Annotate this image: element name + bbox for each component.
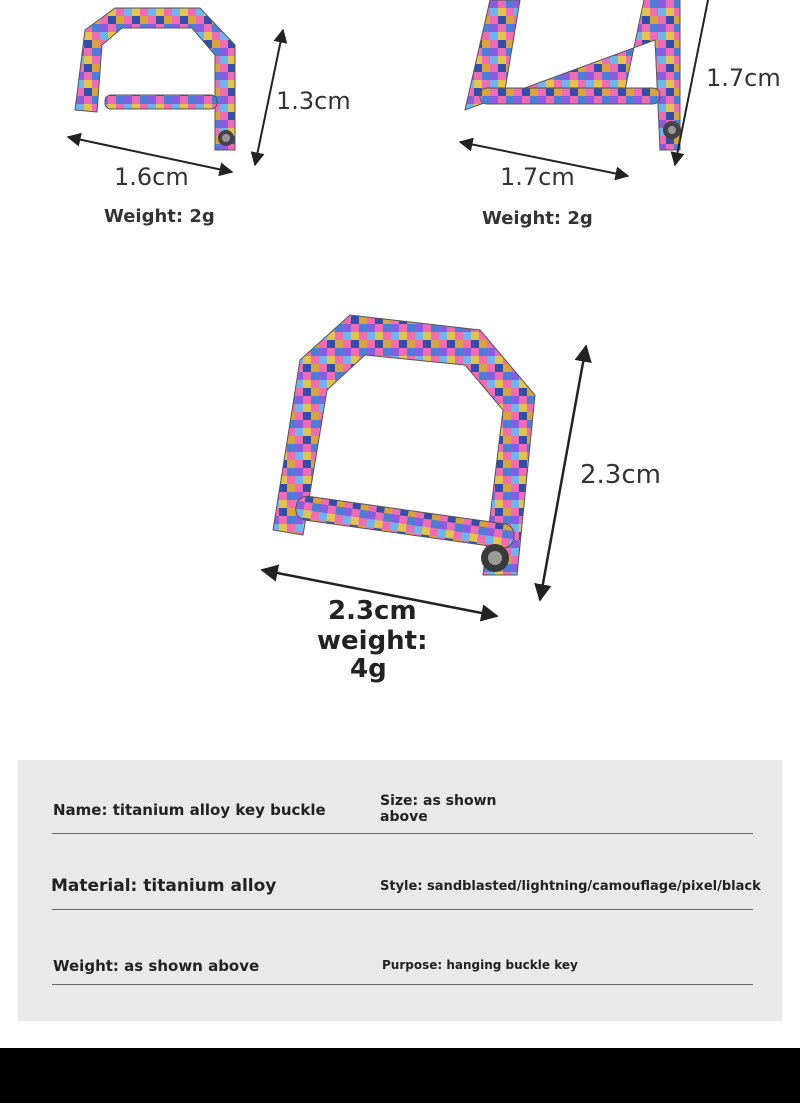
product-small — [0, 0, 400, 250]
width-label-large: 2.3cm — [328, 596, 417, 626]
spec-size-line-2: above — [380, 809, 428, 825]
weight-label-large-line-1: weight: — [317, 626, 428, 656]
spec-divider-2 — [52, 909, 753, 910]
product-large — [0, 290, 800, 700]
dimension-arrows-medium — [400, 0, 800, 200]
height-label-medium: 1.7cm — [706, 64, 781, 92]
height-label-large: 2.3cm — [580, 460, 661, 490]
width-label-small: 1.6cm — [114, 163, 189, 191]
weight-label-medium: Weight: 2g — [482, 208, 593, 229]
dimension-arrows-large — [0, 290, 800, 630]
product-medium — [400, 0, 800, 250]
height-label-small: 1.3cm — [276, 87, 351, 115]
spec-material: Material: titanium alloy — [51, 876, 277, 896]
weight-label-small: Weight: 2g — [104, 206, 215, 227]
footer-bar — [0, 1048, 800, 1103]
spec-divider-3 — [52, 984, 753, 985]
spec-style: Style: sandblasted/lightning/camouflage/pixel/black — [380, 879, 761, 894]
specs-panel — [18, 760, 782, 1021]
spec-weight: Weight: as shown above — [53, 957, 260, 975]
weight-label-large-line-2: 4g — [350, 654, 387, 684]
spec-purpose: Purpose: hanging buckle key — [382, 958, 578, 972]
spec-name: Name: titanium alloy key buckle — [53, 801, 326, 819]
spec-divider-1 — [52, 833, 753, 834]
width-label-medium: 1.7cm — [500, 163, 575, 191]
spec-size-line-1: Size: as shown — [380, 793, 497, 809]
